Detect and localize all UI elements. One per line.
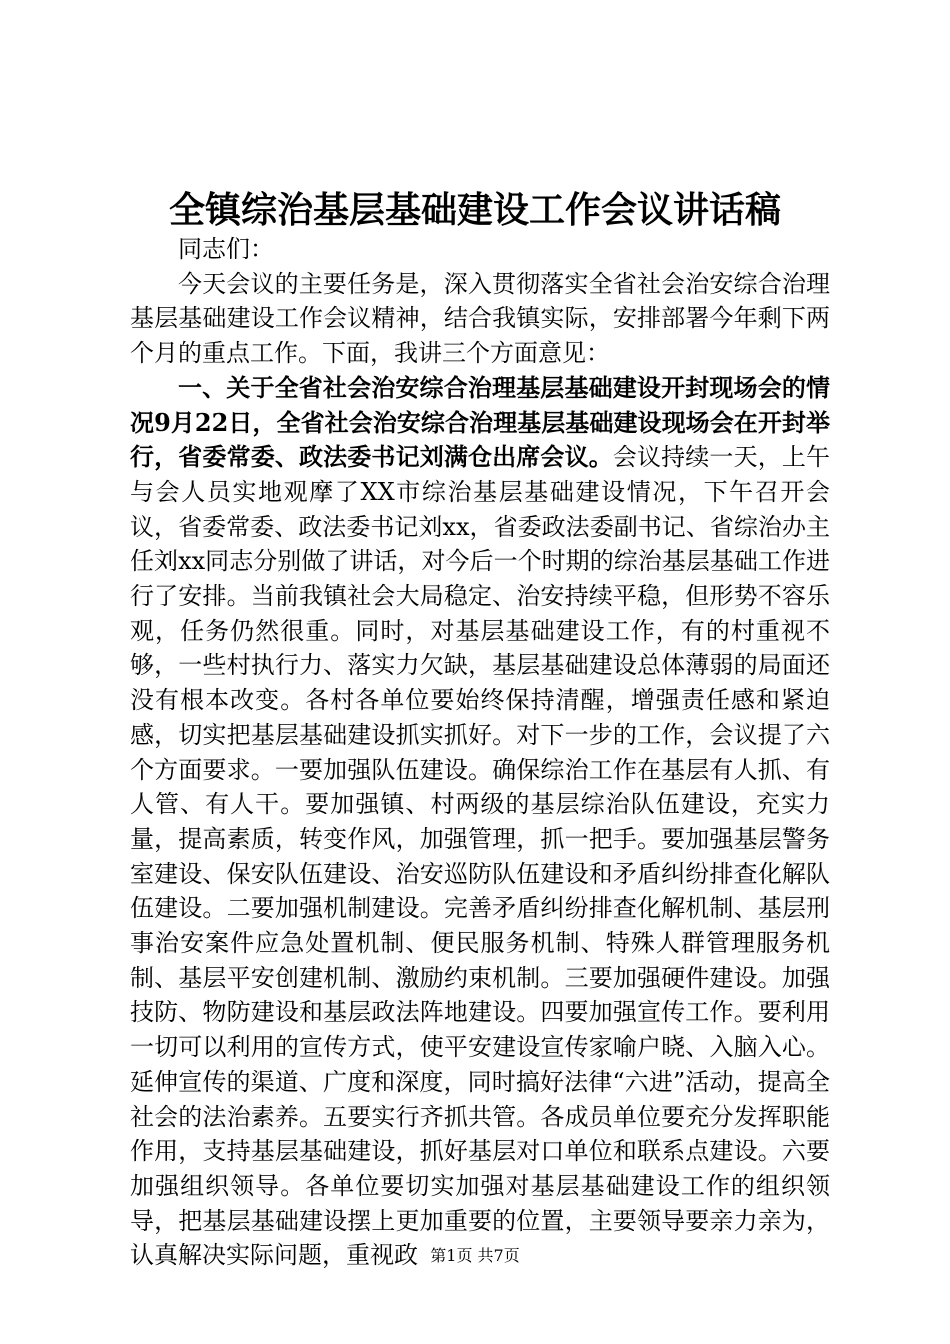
section1-heading: 一、关于全省社会治安综合治理基层基础建设开封现场会的情况9月22日，全省社会治安综合治理基层基础建设现场会在开封举行，省委常委、政法委书记刘满仓出席会议。 [130,372,830,472]
page-footer: 第1页 共7页 [430,1246,520,1265]
document-body [130,232,830,1273]
document-title: 全镇综治基层基础建设工作会议讲话稿 [168,189,781,231]
section1-body: 会议持续一天，上午与会人员实地观摩了XX市综治基层基础建设情况，下午召开会议，省委常委、政法委书记刘xx，省委政法委副书记、省综治办主任刘xx同志分别做了讲话，对今后一个时期的综治基层基础工作进行了安排。当前我镇社会大局稳定、治安持续平稳，但形势不容乐观，任务仍然很重。同时，对基层基础建设工作，有的村重视不够，一些村执行力、落实力欠缺，基层基础建设总体薄弱的局面还没有根本改变。各村各单位要始终保持清醒，增强责任感和紧迫感，切实把基层基础建设抓实抓好。对下一步的工作，会议提了六个方面要求。一要加强队伍建设。确保综治工作在基层有人抓、有人管、有人干。要加强镇、村两级的基层综治队伍建设，充实力量，提高素质，转变作风，加强管理，抓一把手。要加强基层警务室建设、保安队伍建设、治安巡防队伍建设和矛盾纠纷排查化解队伍建设。二要加强机制建设。完善矛盾纠纷排查化解机制、基层刑事治安案件应急处置机制、便民服务机制、特殊人群管理服务机制、基层平安创建机制、激励约束机制。三要加强硬件建设。加强技防、物防建设和基层政法阵地建设。四要加强宣传工作。要利用一切可以利用的宣传方式，使平安建设宣传家喻户晓、入脑入心。延伸宣传的渠道、广度和深度，同时搞好法律“六进”活动，提高全社会的法治素养。五要实行齐抓共管。各成员单位要充分发挥职能作用，支持基层基础建设，抓好基层对口单位和联系点建设。六要加强组织领导。各单位要切实加强对基层基础建设工作的组织领导，把基层基础建设摆上更加重要的位置，主要领导要亲力亲为，认真解决实际问题，重视政 [130,443,831,1270]
section1-paragraph [130,371,830,1273]
intro-paragraph: 今天会议的主要任务是，深入贯彻落实全省社会治安综合治理基层基础建设工作会议精神，结合我镇实际，安排部署今年剩下两个月的重点工作。下面，我讲三个方面意见： [130,269,830,368]
salutation: 同志们： [178,235,274,263]
